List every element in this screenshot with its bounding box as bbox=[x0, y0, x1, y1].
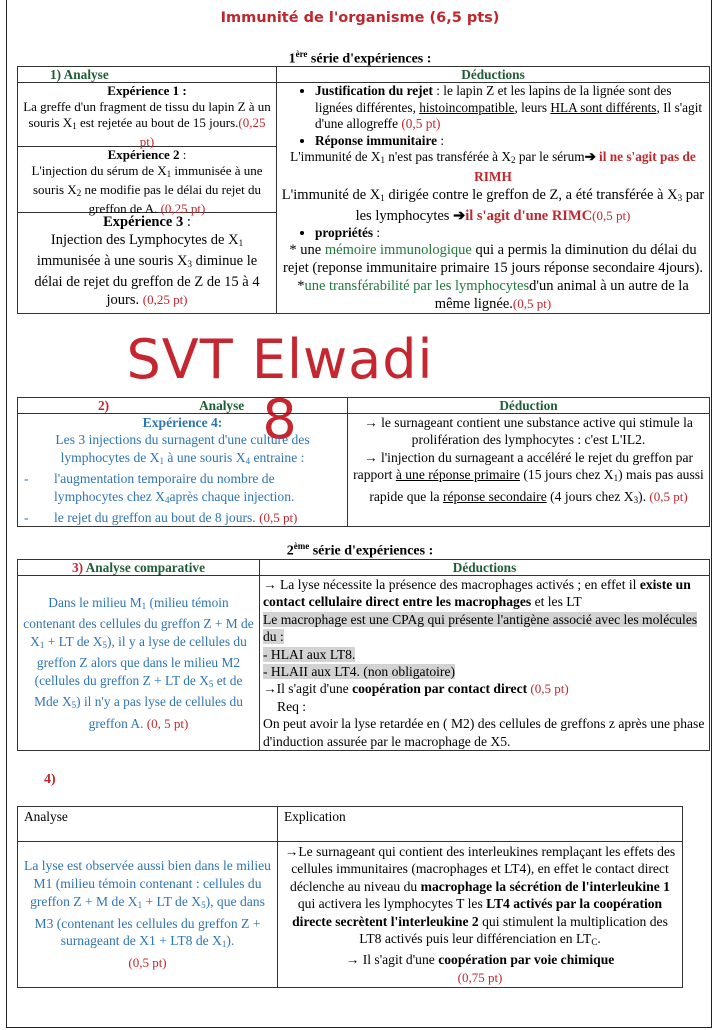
experience-3: Expérience 3 : Injection des Lymphocytes de $X_1$ immunisée à une souris $X_3$ diminue le délai de rejet du greffon de Z de 15 à 4 jours. (0,25 pt) bbox=[34, 214, 260, 308]
table4-analyse-header: Analyse bbox=[18, 807, 278, 842]
table3-deductions-cell bbox=[260, 576, 710, 751]
deduction-rimc: L'immunité de $X_1$ dirigée contre le greffon de Z, a été transférée à $X_3$ par les lymphocytes ➔il s'agit d'une RIMC(0,5 pt) bbox=[281, 186, 705, 224]
table-section-4 bbox=[17, 806, 683, 988]
watermark-logo: SVT Elwadi 8 bbox=[126, 328, 434, 451]
table4-analyse-cell: La lyse est observée aussi bien dans le milieu M1 (milieu témoin contenant : cellules du greffon Z + M de $X_1$ + LT de $X_5$), que dans M3 (contenant les cellules du greffon Z + surnageant de X1 + LT8 de $X_1$). (0,5 pt) bbox=[18, 842, 278, 988]
experience-1-title: Expérience 1 : bbox=[107, 83, 187, 98]
remarque-label: Req : bbox=[277, 698, 307, 714]
transferabilite: *une transférabilité par les lymphocytesd'un animal à un autre de la même lignée.(0,5 pt) bbox=[297, 278, 689, 313]
deduction-bullets-2 bbox=[281, 225, 705, 242]
series-1-heading: 1ère série d'expériences : bbox=[288, 49, 432, 67]
deduction-rimh: L'immunité de $X_1$ n'est pas transférée à $X_2$ par le sérum➔ il ne s'agit pas de RIMH bbox=[290, 149, 696, 184]
table3-analyse-cell: Dans le milieu $M_1$ (milieu témoin contenant des cellules du greffon Z + M de $X_1$ + LT de $X_5$), il y a lyse de cellules du greffon Z alors que dans le milieu M2 (cellules du greffon Z + LT de $X_5$ et de Mde $X_5$) il n'y a pas lyse de cellules du greffon A. (0, 5 pt) bbox=[18, 576, 260, 751]
table3-analyse-header: 3) Analyse comparative bbox=[18, 560, 260, 576]
table4-explication-cell: →Le surnageant qui contient des interleukines remplaçant les effets des cellules immunitaires (macrophages et LT4), en effet le contact direct déclenche au niveau du macrophage la sécrétion de l'interleukine 1 qui activera les lymphocytes T les LT4 activés par la coopération directe secrètent l'interleukine 2 qui stimulent la multiplication des LT8 activés puis leur différenciation en $LT_C$. → Il s'agit d'une coopération par voie chimique (0,75 pt) bbox=[278, 842, 683, 988]
table1-deductions-header: Déductions bbox=[277, 67, 710, 83]
table2-analyse-header: 2) Analyse bbox=[18, 398, 348, 414]
deduction-rejet-accelere: → l'injection du surnageant a accéléré le rejet du greffon par rapport à une réponse primaire (15 jours chez $X_1$) mais pas aussi rapide que la réponse secondaire (4 jours chez $X_3$). (0,5 pt) bbox=[353, 449, 704, 505]
cooperation-contact-direct: →Il s'agit d'une coopération par contact direct (0,5 pt) bbox=[263, 681, 569, 697]
experience-2-title: Expérience 2 bbox=[107, 147, 180, 162]
table1-analyse-header: 1) Analyse bbox=[18, 67, 277, 83]
page-title: Immunité de l'organisme (6,5 pts) bbox=[220, 10, 500, 26]
experience-4-dash-1: - l'augmentation temporaire du nombre de lymphocytes chez $X_4après$ chaque injection. bbox=[24, 471, 295, 505]
experience-2: Expérience 2 : L'injection du sérum de $X_1$ immunisée à une souris $X_2$ ne modifie pas le délai du rejet du greffon de A. (0,25 pt) bbox=[18, 147, 276, 213]
deduction-il2: → le surnageant contient une substance active qui stimule la prolifération des lymphocytes : c'est L'IL2. bbox=[364, 415, 693, 448]
table1-analyse-cell bbox=[18, 83, 277, 314]
series-2-heading: 2ème série d'expériences : bbox=[286, 541, 434, 559]
cpag-note: Le macrophage est une CPAg qui présente l'antigène associé avec les molécules du : - HLAI aux LT8. - HLAII aux LT4. (non obligatoire) bbox=[263, 611, 698, 680]
table2-analyse-cell bbox=[18, 414, 348, 527]
deduction-bullets-1 bbox=[281, 83, 705, 149]
table2-deduction-cell bbox=[348, 414, 710, 527]
table-series-1-part-2 bbox=[17, 397, 710, 527]
table3-deductions-header: Déductions bbox=[260, 560, 710, 576]
reponse-immunitaire: • Réponse immunitaire : bbox=[315, 133, 705, 150]
table4-explication-header: Explication bbox=[278, 807, 683, 842]
table-series-2 bbox=[17, 559, 710, 751]
section-4-number: 4) bbox=[44, 772, 56, 787]
deduction-contact-cellulaire: → La lyse nécessite la présence des macrophages activés ; en effet il existe un contact cellulaire direct entre les macrophages et les LT bbox=[263, 577, 691, 610]
experience-3-title: Expérience 3 bbox=[103, 214, 184, 230]
remarque-text: On peut avoir la lyse retardée en ( M2) des cellules de greffons z après une phase d'induction assurée par le macrophage de X5. bbox=[263, 716, 705, 749]
justification-du-rejet: • Justification du rejet : le lapin Z et les lapins de la lignée sont des lignées différentes, histoincompatible, leurs HLA sont différents, Il s'agit d'une allogreffe (0,5 pt) bbox=[315, 83, 705, 133]
memoire-immunologique: * une mémoire immunologique qui a permis la diminution du délai du rejet (reponse immunitaire primaire 15 jours réponse secondaire 4jours). bbox=[283, 242, 703, 277]
experience-4-dash-2: - le rejet du greffon au bout de 8 jours. (0,5 pt) bbox=[24, 510, 298, 526]
experience-4-title: Expérience 4: bbox=[142, 415, 223, 430]
table1-deductions-cell bbox=[277, 83, 710, 314]
experience-4-text: Les 3 injections du surnagent d'une culture des lymphocytes de $X_1$ à une souris $X_4$ entraine : bbox=[55, 432, 310, 466]
experience-1: Expérience 1 : La greffe d'un fragment de tissu du lapin Z à un souris $X_1$ est rejetée au bout de 15 jours.(0,25 pt) bbox=[18, 83, 276, 147]
table2-deduction-header: Déduction bbox=[348, 398, 710, 414]
table-series-1 bbox=[17, 66, 710, 314]
proprietes: • propriétés : bbox=[315, 225, 705, 242]
